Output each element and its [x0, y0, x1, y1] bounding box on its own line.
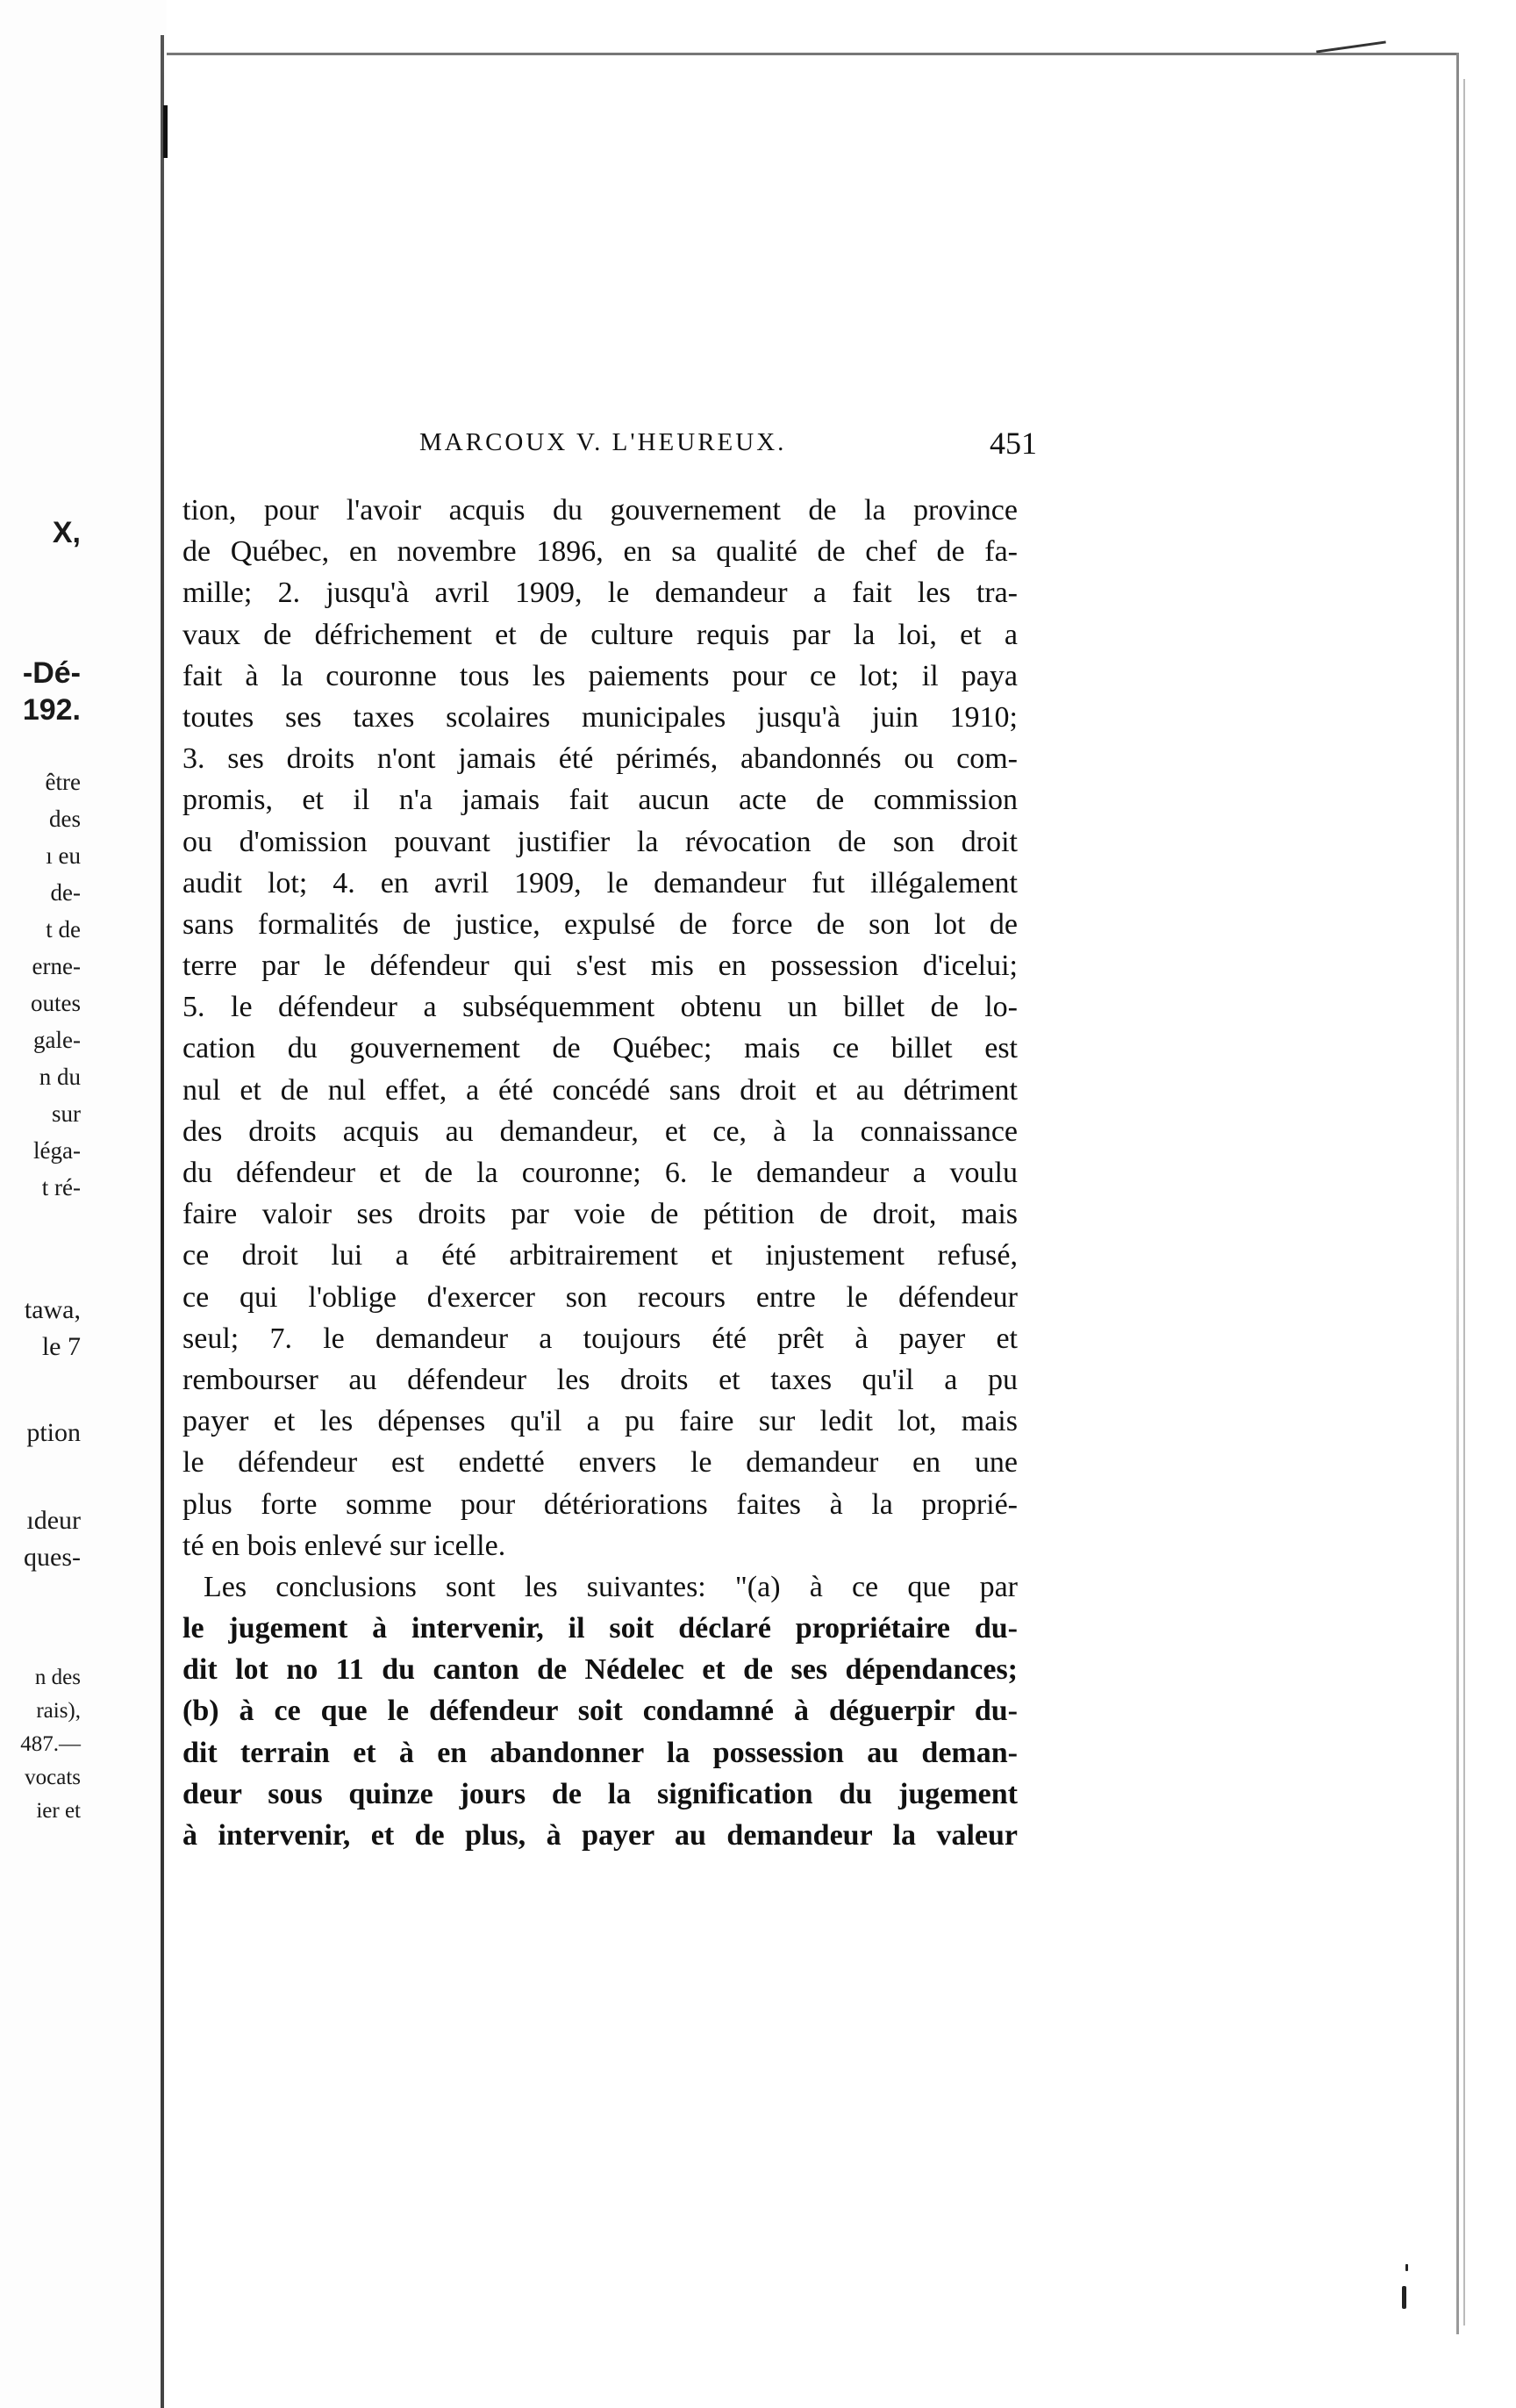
text-line: le défendeur est endetté envers le demandeur en une	[182, 1446, 1018, 1480]
left-page-line: vocats	[25, 1766, 81, 1789]
text-line: fait à la couronne tous les paiements pour ce lot; il paya	[182, 659, 1018, 692]
left-page-line: ıdeur	[26, 1506, 81, 1535]
page-right-edge	[1456, 53, 1459, 2334]
text-line: ou d'omission pouvant justifier la révocation de son droit	[182, 825, 1018, 858]
left-page-fragment	[0, 0, 167, 2408]
left-page-line: ption	[26, 1418, 81, 1447]
left-page-line: 487.—	[20, 1732, 81, 1756]
left-page-line: t de	[46, 916, 81, 942]
scan-artifact	[1402, 2286, 1406, 2309]
left-page-line: ı eu	[46, 842, 81, 869]
left-page-line: être	[45, 769, 81, 795]
left-page-line: tawa,	[24, 1295, 81, 1324]
text-line: toutes ses taxes scolaires municipales jusqu'à juin 1910;	[182, 700, 1018, 734]
left-page-line: léga-	[33, 1137, 81, 1164]
text-line: à intervenir, et de plus, à payer au demandeur la valeur	[182, 1819, 1018, 1852]
text-line: payer et les dépenses qu'il a pu faire sur ledit lot, mais	[182, 1405, 1018, 1438]
left-page-line: 192.	[22, 693, 81, 727]
running-head: MARCOUX V. L'HEUREUX.	[419, 428, 787, 456]
text-line: vaux de défrichement et de culture requis par la loi, et a	[182, 618, 1018, 651]
spine-mark	[163, 105, 168, 158]
left-page-line: de-	[50, 879, 81, 906]
left-page-line: erne-	[32, 953, 81, 979]
left-page-line: X,	[52, 516, 81, 549]
text-line: nul et de nul effet, a été concédé sans droit et au détriment	[182, 1073, 1018, 1107]
left-page-line: t ré-	[41, 1174, 81, 1200]
text-line: sans formalités de justice, expulsé de force de son lot de	[182, 907, 1018, 941]
text-line: rembourser au défendeur les droits et taxes qu'il a pu	[182, 1363, 1018, 1396]
page-number: 451	[990, 426, 1037, 461]
book-spine-line	[161, 35, 164, 2408]
left-page-line: des	[49, 806, 81, 832]
body-text	[182, 490, 1018, 1856]
text-line: seul; 7. le demandeur a toujours été prêt à payer et	[182, 1322, 1018, 1355]
left-page-line: rais),	[36, 1699, 81, 1723]
text-line: cation du gouvernement de Québec; mais ce billet est	[182, 1032, 1018, 1065]
page-right-edge-inner	[1463, 79, 1465, 2326]
text-line: té en bois enlevé sur icelle.	[182, 1529, 506, 1562]
left-page-line: gale-	[33, 1027, 81, 1053]
text-line: du défendeur et de la couronne; 6. le demandeur a voulu	[182, 1157, 1018, 1189]
text-line: plus forte somme pour détériorations faites à la proprié-	[182, 1487, 1018, 1521]
text-line: deur sous quinze jours de la signification du jugement	[182, 1777, 1018, 1810]
page-top-edge	[167, 53, 1456, 55]
left-page-line: sur	[52, 1100, 81, 1127]
scan-artifact	[1405, 2264, 1408, 2271]
left-page-line: n du	[39, 1064, 81, 1090]
text-line: 5. le défendeur a subséquemment obtenu un billet de lo-	[182, 991, 1018, 1024]
left-page-line: ques-	[24, 1543, 81, 1572]
left-page-line: ier et	[36, 1799, 81, 1823]
page-corner-curl	[1316, 40, 1386, 53]
text-line: terre par le défendeur qui s'est mis en possession d'icelui;	[182, 950, 1018, 983]
text-line: ce droit lui a été arbitrairement et injustement refusé,	[182, 1239, 1018, 1272]
text-line: promis, et il n'a jamais fait aucun acte de commission	[182, 784, 1018, 817]
text-line: 3. ses droits n'ont jamais été périmés, abandonnés ou com-	[182, 742, 1018, 776]
text-line: le jugement à intervenir, il soit déclaré propriétaire du-	[182, 1612, 1018, 1645]
text-line: tion, pour l'avoir acquis du gouvernement de la province	[182, 494, 1018, 527]
left-page-line: le 7	[41, 1332, 81, 1361]
text-line: mille; 2. jusqu'à avril 1909, le demandeur a fait les tra-	[182, 577, 1018, 610]
text-line: dit lot no 11 du canton de Nédelec et de ses dépendances;	[182, 1653, 1018, 1687]
text-line: audit lot; 4. en avril 1909, le demandeur fut illégalement	[182, 866, 1018, 899]
text-line: ce qui l'oblige d'exercer son recours entre le défendeur	[182, 1280, 1018, 1314]
left-page-line: -Dé-	[22, 656, 81, 690]
text-line: faire valoir ses droits par voie de pétition de droit, mais	[182, 1198, 1018, 1231]
left-page-line: outes	[31, 990, 81, 1016]
text-line: des droits acquis au demandeur, et ce, à la connaissance	[182, 1114, 1018, 1148]
text-line: dit terrain et à en abandonner la possession au deman-	[182, 1736, 1018, 1769]
text-line: Les conclusions sont les suivantes: "(a) à ce que par	[204, 1570, 1018, 1603]
text-line: (b) à ce que le défendeur soit condamné à déguerpir du-	[182, 1695, 1018, 1728]
left-page-line: n des	[34, 1666, 81, 1689]
text-line: de Québec, en novembre 1896, en sa qualité de chef de fa-	[182, 535, 1018, 569]
